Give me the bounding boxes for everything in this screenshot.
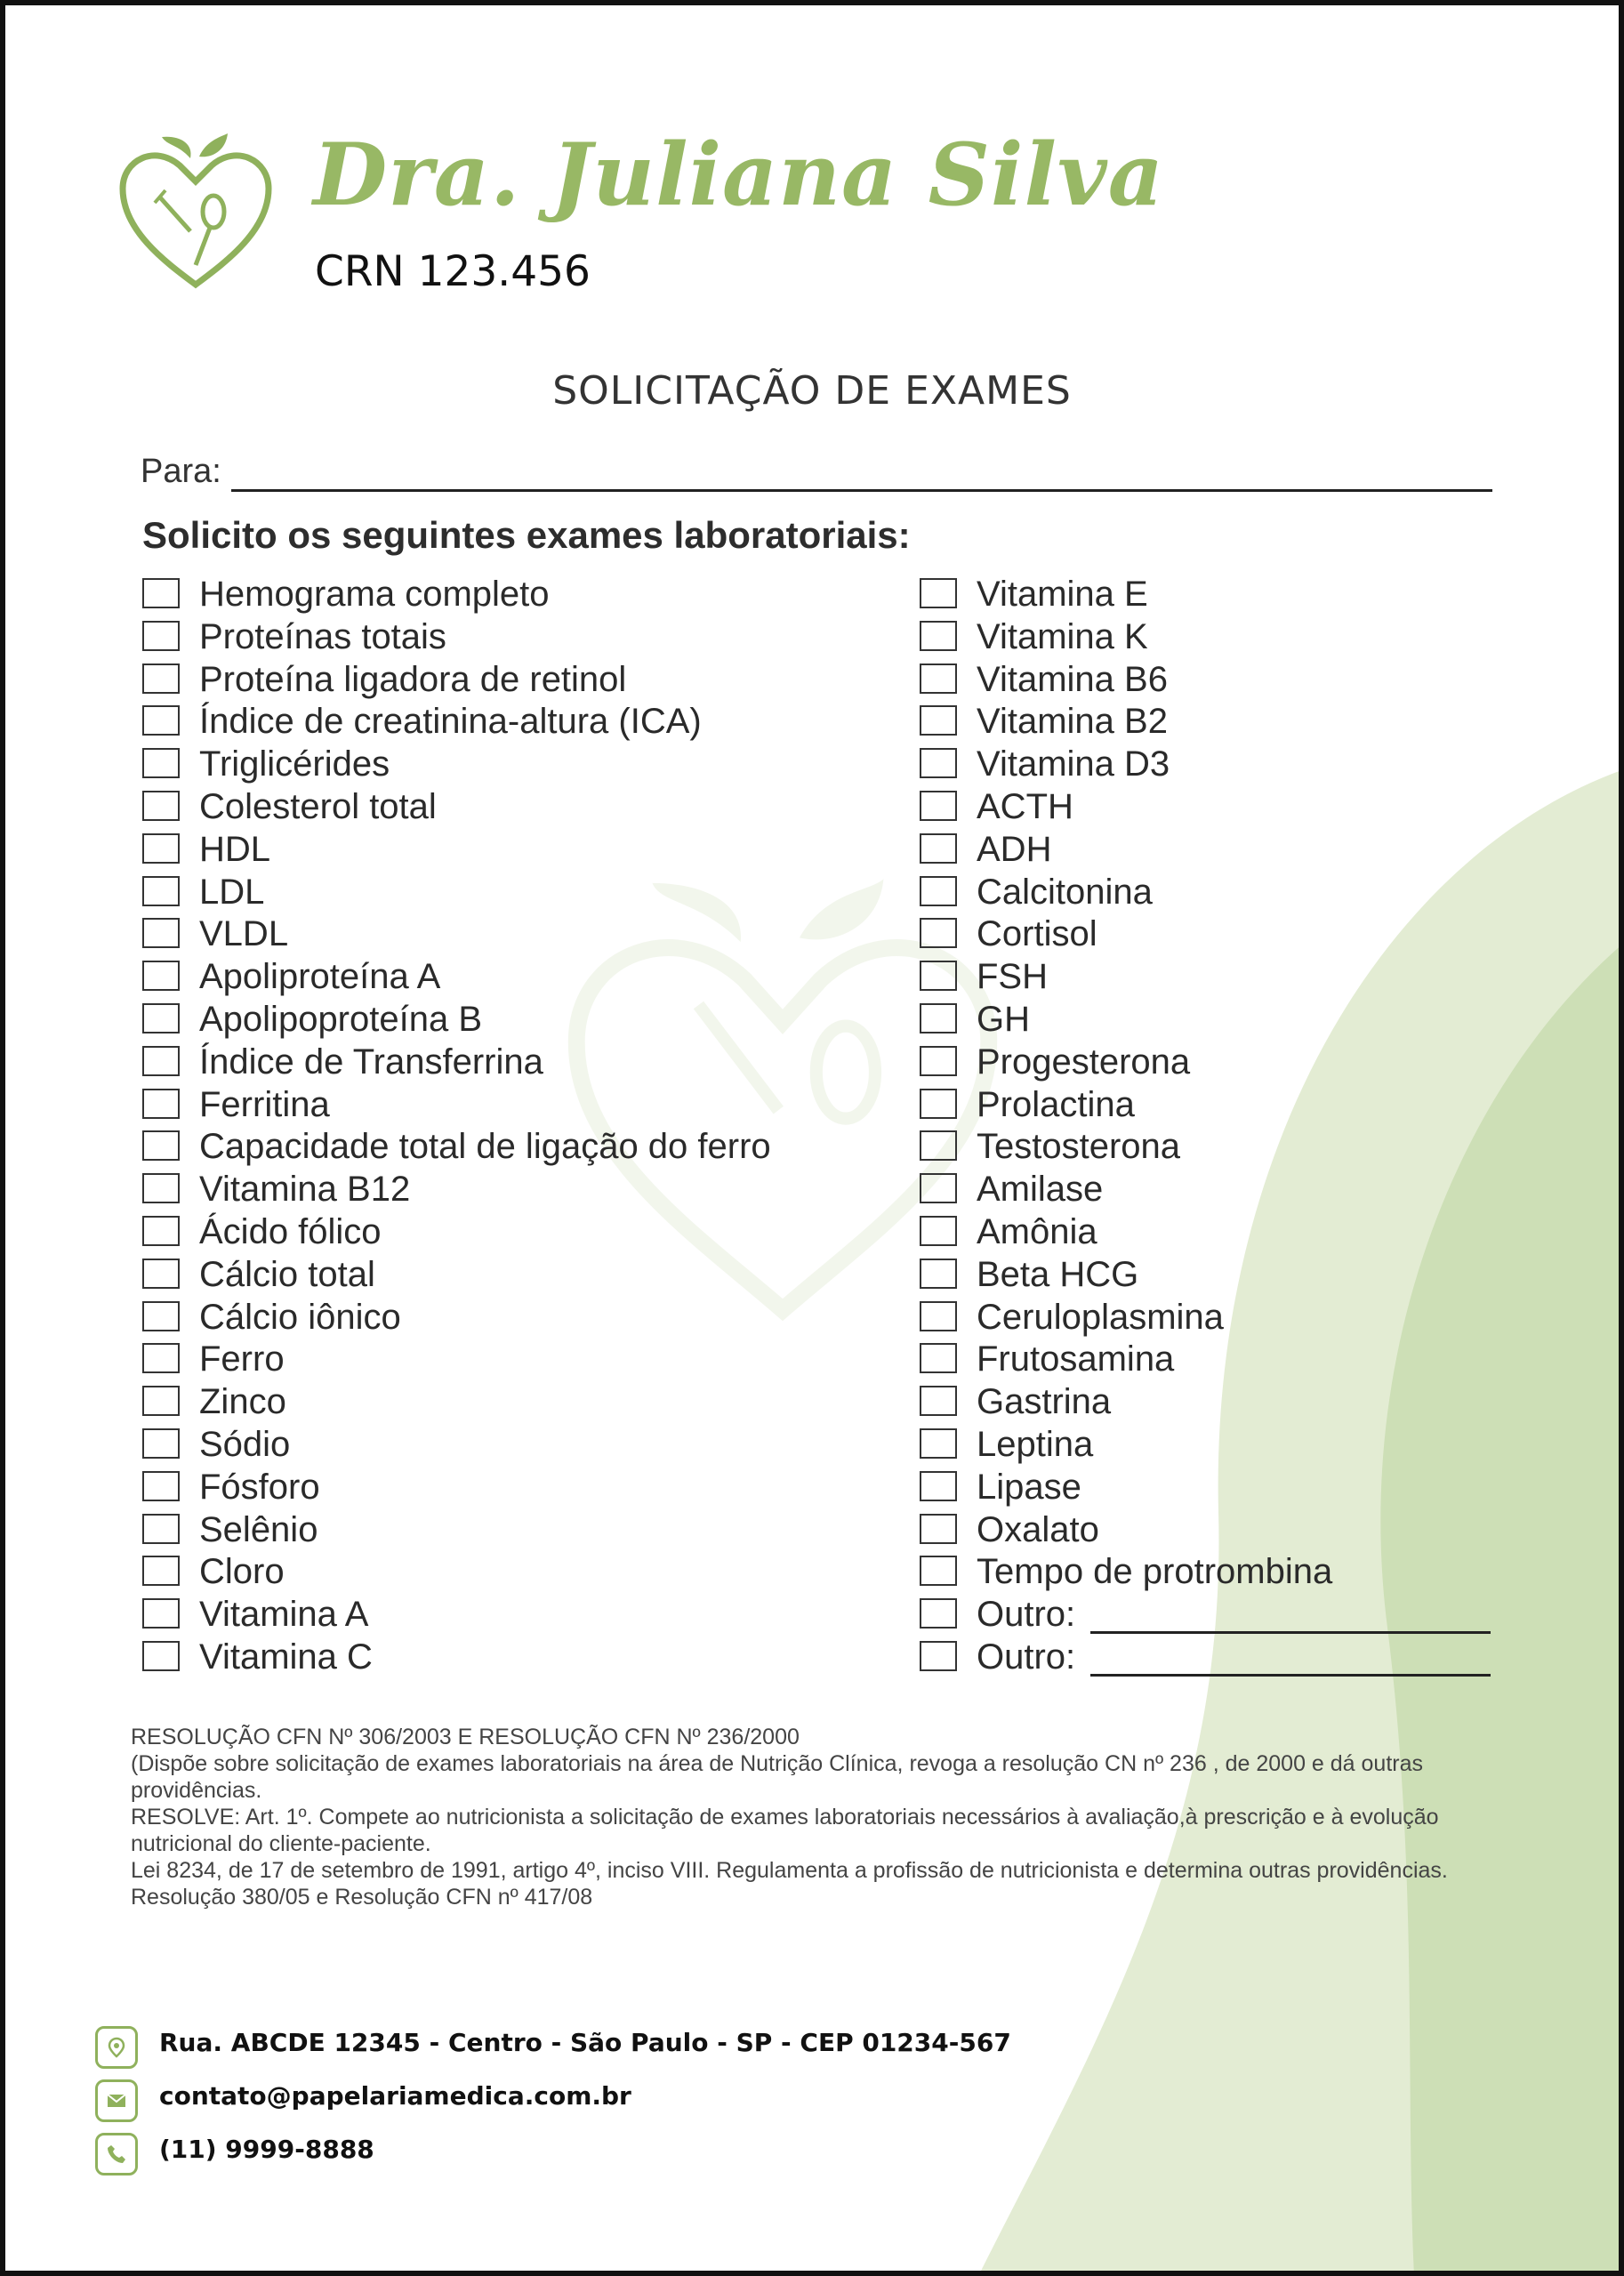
- exam-label: VLDL: [199, 914, 289, 954]
- exam-checkbox[interactable]: [920, 791, 957, 821]
- exam-checkbox[interactable]: [142, 1598, 180, 1629]
- legal-line: Resolução 380/05 e Resolução CFN nº 417/08: [131, 1885, 593, 1910]
- recipient-row: [141, 449, 1492, 499]
- exam-label: Cálcio total: [199, 1254, 375, 1294]
- address-text: Rua. ABCDE 12345 - Centro - São Paulo - SP - CEP 01234-567: [159, 2028, 1011, 2057]
- exam-checkbox[interactable]: [920, 876, 957, 906]
- exam-label: Outro:: [977, 1637, 1076, 1677]
- exam-label: Progesterona: [977, 1041, 1191, 1082]
- exam-checkbox[interactable]: [142, 1130, 180, 1161]
- envelope-icon: [95, 2079, 138, 2122]
- exam-label: Outro:: [977, 1595, 1076, 1635]
- exam-label: Zinco: [199, 1382, 286, 1422]
- exam-label: Leptina: [977, 1424, 1094, 1464]
- exam-checkbox[interactable]: [142, 578, 180, 608]
- exam-label: Proteínas totais: [199, 616, 446, 656]
- exam-checkbox[interactable]: [920, 1130, 957, 1161]
- other-exam-input-line[interactable]: [1090, 1631, 1491, 1634]
- exam-label: Beta HCG: [977, 1254, 1139, 1294]
- phone-text[interactable]: (11) 9999-8888: [159, 2135, 374, 2164]
- exam-label: FSH: [977, 957, 1048, 997]
- exam-checkbox[interactable]: [142, 1471, 180, 1501]
- exam-checkbox[interactable]: [142, 1046, 180, 1076]
- exam-checkbox[interactable]: [920, 1514, 957, 1544]
- exam-checkbox[interactable]: [920, 1003, 957, 1033]
- exam-checkbox[interactable]: [142, 1089, 180, 1119]
- exam-label: Cloro: [199, 1552, 285, 1592]
- exam-label: Índice de Transferrina: [199, 1041, 543, 1082]
- exam-label: ADH: [977, 829, 1052, 869]
- exam-label: Ferro: [199, 1339, 285, 1379]
- exam-checkbox[interactable]: [920, 1089, 957, 1119]
- exam-checkbox[interactable]: [920, 1046, 957, 1076]
- exam-checkbox[interactable]: [142, 918, 180, 948]
- exam-checkbox[interactable]: [142, 833, 180, 864]
- exam-checkbox[interactable]: [142, 1514, 180, 1544]
- exam-checkbox[interactable]: [920, 578, 957, 608]
- legal-line: RESOLUÇÃO CFN Nº 306/2003 E RESOLUÇÃO CFN Nº 236/2000: [131, 1725, 800, 1749]
- exam-label: Frutosamina: [977, 1339, 1175, 1379]
- exam-label: Colesterol total: [199, 786, 437, 826]
- exam-label: Calcitonina: [977, 872, 1153, 912]
- exam-label: Gastrina: [977, 1382, 1112, 1422]
- exams-intro-heading: Solicito os seguintes exames laboratoriais:: [142, 514, 911, 556]
- exam-checkbox[interactable]: [920, 663, 957, 694]
- exam-label: Amilase: [977, 1170, 1104, 1210]
- exam-label: Sódio: [199, 1424, 291, 1464]
- exam-label: Apoliproteína A: [199, 957, 441, 997]
- exam-label: GH: [977, 999, 1030, 1039]
- exam-label: Vitamina D3: [977, 744, 1170, 784]
- exam-checkbox[interactable]: [920, 748, 957, 778]
- exam-label: Capacidade total de ligação do ferro: [199, 1127, 771, 1167]
- exam-checkbox[interactable]: [920, 1428, 957, 1459]
- exam-label: Fósforo: [199, 1467, 320, 1507]
- exam-label: Vitamina A: [199, 1595, 369, 1635]
- exam-checkbox[interactable]: [142, 876, 180, 906]
- exam-checkbox[interactable]: [142, 1556, 180, 1586]
- legal-notice: [131, 1724, 1483, 1910]
- exam-checkbox[interactable]: [142, 961, 180, 991]
- heart-leaf-fork-spoon-logo-icon: [114, 132, 277, 295]
- exam-label: Lipase: [977, 1467, 1081, 1507]
- exam-label: Índice de creatinina-altura (ICA): [199, 702, 702, 742]
- legal-line: (Dispõe sobre solicitação de exames laboratoriais na área de Nutrição Clínica, revoga a resolução CN nº 236 , de 2000 e dá outras providências.: [131, 1751, 1424, 1803]
- exam-label: Tempo de protrombina: [977, 1552, 1333, 1592]
- exam-label: Vitamina E: [977, 575, 1148, 614]
- exam-checkbox[interactable]: [920, 1301, 957, 1331]
- exam-checkbox[interactable]: [142, 748, 180, 778]
- exam-checkbox[interactable]: [142, 1216, 180, 1246]
- exam-label: Oxalato: [977, 1509, 1099, 1549]
- exam-checkbox[interactable]: [142, 1428, 180, 1459]
- exam-label: Apolipoproteína B: [199, 999, 483, 1039]
- exam-checkbox[interactable]: [142, 1173, 180, 1203]
- exam-checkbox[interactable]: [920, 1556, 957, 1586]
- crn-number: CRN 123.456: [315, 247, 591, 296]
- exam-label: LDL: [199, 872, 265, 912]
- exam-checkbox[interactable]: [142, 1386, 180, 1416]
- exam-checkbox[interactable]: [920, 1173, 957, 1203]
- legal-line: RESOLVE: Art. 1º. Compete ao nutricionista a solicitação de exames laboratoriais necessários à avaliação,à prescrição e à evolução nutricional do cliente-paciente.: [131, 1805, 1439, 1856]
- exam-label: Prolactina: [977, 1084, 1135, 1124]
- exam-label: Vitamina B12: [199, 1170, 411, 1210]
- exam-label: Vitamina C: [199, 1637, 373, 1677]
- exam-checkbox[interactable]: [920, 1259, 957, 1289]
- exam-label: Testosterona: [977, 1127, 1181, 1167]
- exam-checkbox[interactable]: [920, 1386, 957, 1416]
- exam-label: Ferritina: [199, 1084, 330, 1124]
- doctor-name: Dra. Juliana Silva: [313, 125, 1164, 225]
- exam-checkbox[interactable]: [920, 621, 957, 651]
- phone-icon: [95, 2133, 138, 2175]
- exam-checkbox[interactable]: [142, 1301, 180, 1331]
- exam-label: Ácido fólico: [199, 1211, 382, 1251]
- exam-label: Cálcio iônico: [199, 1297, 401, 1337]
- exam-label: Selênio: [199, 1509, 318, 1549]
- exam-label: Vitamina B2: [977, 702, 1168, 742]
- recipient-input-line[interactable]: [231, 489, 1492, 492]
- exam-label: Vitamina B6: [977, 659, 1168, 699]
- exam-checkbox[interactable]: [142, 705, 180, 736]
- exam-checkbox[interactable]: [142, 1259, 180, 1289]
- form-title: SOLICITAÇÃO DE EXAMES: [552, 368, 1072, 414]
- exam-checkbox[interactable]: [920, 705, 957, 736]
- exam-label: Vitamina K: [977, 616, 1148, 656]
- exam-checkbox[interactable]: [142, 1641, 180, 1671]
- exam-label: Amônia: [977, 1211, 1097, 1251]
- exam-label: Cortisol: [977, 914, 1097, 954]
- legal-line: Lei 8234, de 17 de setembro de 1991, artigo 4º, inciso VIII. Regulamenta a profissão de nutricionista e determina outras providências.: [131, 1858, 1448, 1883]
- recipient-label: Para:: [141, 453, 221, 490]
- exam-label: ACTH: [977, 786, 1073, 826]
- exam-checkbox[interactable]: [920, 918, 957, 948]
- exam-checkbox[interactable]: [920, 1641, 957, 1671]
- exam-checkbox[interactable]: [920, 833, 957, 864]
- exam-checkbox[interactable]: [142, 1343, 180, 1373]
- exam-checkbox[interactable]: [142, 791, 180, 821]
- other-exam-input-line[interactable]: [1090, 1674, 1491, 1677]
- exam-label: Hemograma completo: [199, 575, 550, 614]
- location-pin-icon: [95, 2026, 138, 2069]
- exam-checkbox[interactable]: [920, 1343, 957, 1373]
- exam-checkbox[interactable]: [920, 1598, 957, 1629]
- email-text[interactable]: contato@papelariamedica.com.br: [159, 2081, 631, 2111]
- exam-checkbox[interactable]: [142, 663, 180, 694]
- exam-label: Proteína ligadora de retinol: [199, 659, 627, 699]
- exam-label: Ceruloplasmina: [977, 1297, 1224, 1337]
- exam-checkbox[interactable]: [920, 1471, 957, 1501]
- exam-checkbox[interactable]: [142, 1003, 180, 1033]
- exam-label: Triglicérides: [199, 744, 390, 784]
- exam-checkbox[interactable]: [920, 1216, 957, 1246]
- exam-label: HDL: [199, 829, 271, 869]
- exam-checkbox[interactable]: [142, 621, 180, 651]
- exam-checkbox[interactable]: [920, 961, 957, 991]
